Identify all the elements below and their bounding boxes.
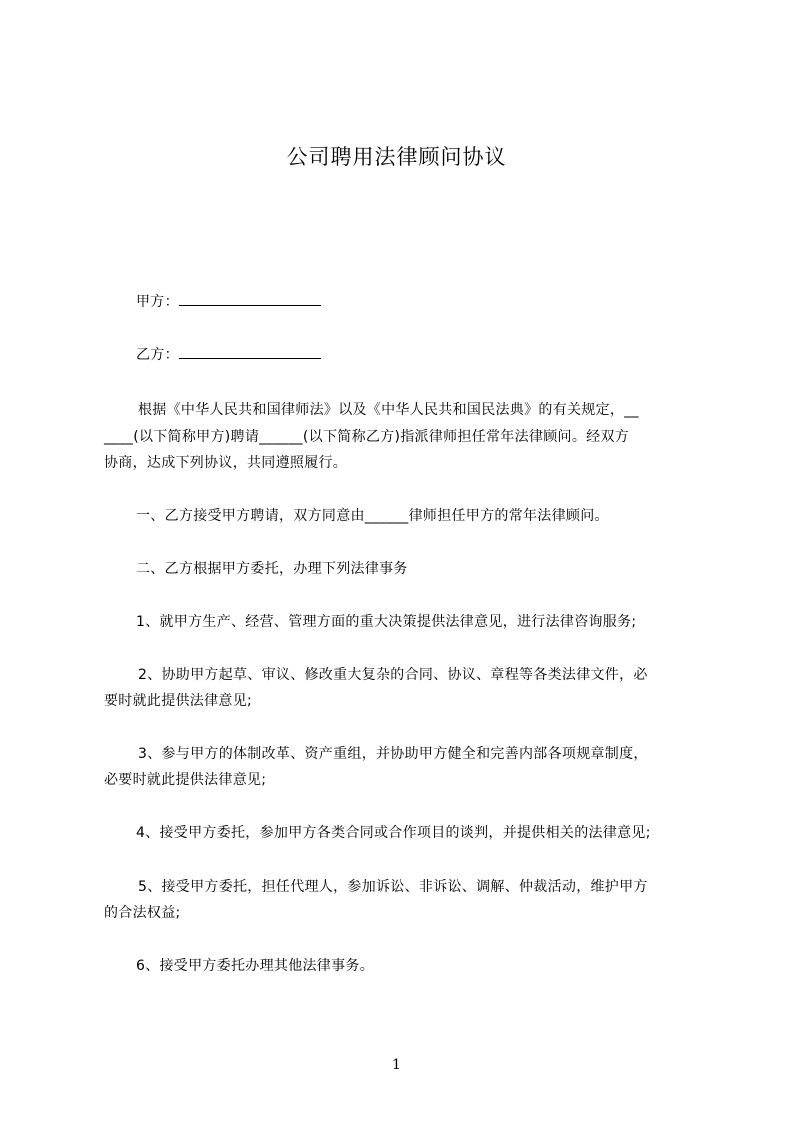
item-3-line-2: 必要时就此提供法律意见; [104,772,267,788]
intro-line-1: 根据《中华人民共和国律师法》以及《中华人民共和国民法典》的有关规定，__ [138,402,639,418]
page-number: 1 [392,1057,401,1073]
item-5-line-1: 5、接受甲方委托，担任代理人，参加诉讼、非诉讼、调解、仲裁活动，维护甲方 [138,879,648,895]
party-a-line [136,290,736,313]
item-2-line-1: 2、协助甲方起草、审议、修改重大复杂的合同、协议、章程等各类法律文件，必 [138,667,648,683]
item-4: 4、接受甲方委托，参加甲方各类合同或合作项目的谈判，并提供相关的法律意见; [136,825,651,841]
intro-line-2: ____(以下简称甲方)聘请______(以下简称乙方)指派律师担任常年法律顾问。经双方 [104,429,630,445]
intro-line-3: 协商，达成下列协议，共同遵照履行。 [104,455,348,471]
item-3-line-1: 3、参与甲方的体制改革、资产重组，并协助甲方健全和完善内部各项规章制度， [138,746,648,762]
party-b-label: 乙方： [136,347,179,363]
clause-2: 二、乙方根据甲方委托，办理下列法律事务 [136,561,408,577]
item-6: 6、接受甲方委托办理其他法律事务。 [136,958,375,974]
item-2-line-2: 要时就此提供法律意见; [104,693,253,709]
party-a-blank [179,290,321,306]
party-b-line [136,343,736,366]
item-1: 1、就甲方生产、经营、管理方面的重大决策提供法律意见，进行法律咨询服务; [136,614,637,630]
party-b-blank [179,343,321,359]
party-a-label: 甲方： [136,294,179,310]
document-title: 公司聘用法律顾问协议 [286,145,507,169]
clause-1: 一、乙方接受甲方聘请，双方同意由______律师担任甲方的常年法律顾问。 [136,508,609,524]
item-5-line-2: 的合法权益; [104,905,181,921]
